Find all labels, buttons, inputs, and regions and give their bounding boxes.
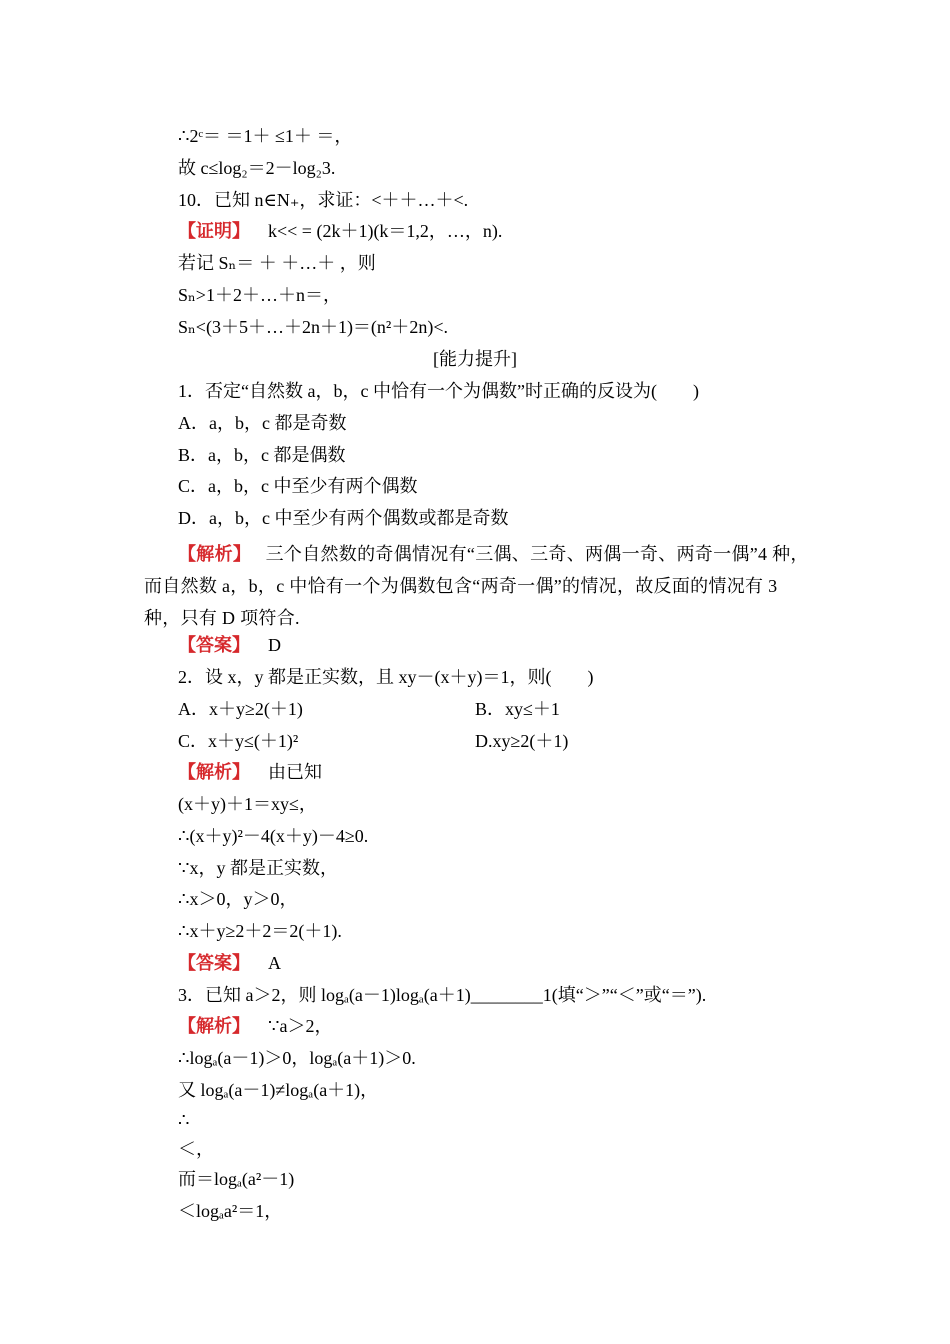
option-1c: C．a，b，c 中至少有两个偶数 xyxy=(178,476,418,496)
question-3: 3．已知 a＞2，则 logₐ(a－1)logₐ(a＋1)________1(填“＞”“＜”或“＝”). xyxy=(178,985,707,1005)
proof-text: k<< = (2k＋1)(k＝1,2，…，n). xyxy=(268,221,503,241)
option-1b: B．a，b，c 都是偶数 xyxy=(178,445,346,465)
proof-line-6: Sₙ>1＋2＋…＋n＝， xyxy=(178,285,341,305)
proof-line-1: ∴2ᶜ＝ ＝1＋ ≤1＋ ＝， xyxy=(178,126,353,146)
analysis-tag: 【解析】 xyxy=(178,1016,250,1036)
proof-line-7: Sₙ<(3＋5＋…＋2n＋1)＝(n²＋2n)<. xyxy=(178,317,448,337)
option-2c: C．x＋y≤(＋1)² xyxy=(178,731,299,751)
option-2b: B．xy≤＋1 xyxy=(475,699,560,719)
answer-value: D xyxy=(268,635,281,655)
analysis-2-step-5: ∴x＋y≥2＋2＝2(＋1). xyxy=(178,921,342,941)
analysis-2-step-1: (x＋y)＋1＝xy≤， xyxy=(178,794,317,814)
answer-tag: 【答案】 xyxy=(178,953,250,973)
analysis-text: 由已知 xyxy=(268,762,322,782)
answer-2 xyxy=(178,951,281,975)
analysis-3-step-2: 又 logₐ(a－1)≠logₐ(a＋1)， xyxy=(178,1080,379,1100)
answer-tag: 【答案】 xyxy=(178,635,250,655)
analysis-3-step-5: 而＝logₐ(a²－1) xyxy=(178,1169,295,1189)
analysis-2-step-3: ∵x，y 都是正实数， xyxy=(178,858,338,878)
section-title: [能力提升] xyxy=(433,349,517,369)
analysis-3-step-6: ＜logₐa²＝1， xyxy=(178,1201,283,1221)
answer-value: A xyxy=(268,953,281,973)
question-10: 10．已知 n∈N₊，求证：<＋＋…＋<. xyxy=(178,190,469,210)
option-2a: A．x＋y≥2(＋1) xyxy=(178,699,303,719)
question-1: 1．否定“自然数 a，b，c 中恰有一个为偶数”时正确的反设为( ) xyxy=(178,381,699,401)
analysis-1 xyxy=(144,538,814,634)
analysis-3-step-1: ∴logₐ(a－1)＞0，logₐ(a＋1)＞0. xyxy=(178,1048,416,1068)
answer-1 xyxy=(178,633,281,657)
option-1a: A．a，b，c 都是奇数 xyxy=(178,413,347,433)
question-2: 2．设 x，y 都是正实数，且 xy－(x＋y)＝1，则( ) xyxy=(178,667,594,687)
proof-header xyxy=(178,219,502,243)
option-1d: D．a，b，c 中至少有两个偶数或都是奇数 xyxy=(178,508,509,528)
proof-line-5: 若记 Sₙ＝ ＋ ＋…＋ ，则 xyxy=(178,253,376,273)
analysis-3 xyxy=(178,1014,332,1038)
analysis-text: ∵a＞2， xyxy=(268,1016,333,1036)
analysis-2-step-2: ∴(x＋y)²－4(x＋y)－4≥0. xyxy=(178,826,369,846)
analysis-2-step-4: ∴x＞0，y＞0， xyxy=(178,889,298,909)
analysis-tag: 【解析】 xyxy=(178,762,250,782)
proof-tag: 【证明】 xyxy=(178,221,250,241)
analysis-3-step-3: ∴ xyxy=(178,1110,190,1130)
analysis-text: 三个自然数的奇偶情况有“三偶、三奇、两偶一奇、两奇一偶”4 种，而自然数 a，b，c 中恰有一个为偶数包含“两奇一偶”的情况，故反面的情况有 3 种，只有 D 项符合. xyxy=(144,544,809,628)
proof-line-2: 故 c≤log₂＝2－log₂3. xyxy=(178,158,336,178)
option-2d: D.xy≥2(＋1) xyxy=(475,731,569,751)
analysis-tag: 【解析】 xyxy=(178,544,252,564)
analysis-3-step-4: ＜， xyxy=(178,1139,214,1159)
analysis-2 xyxy=(178,760,322,784)
